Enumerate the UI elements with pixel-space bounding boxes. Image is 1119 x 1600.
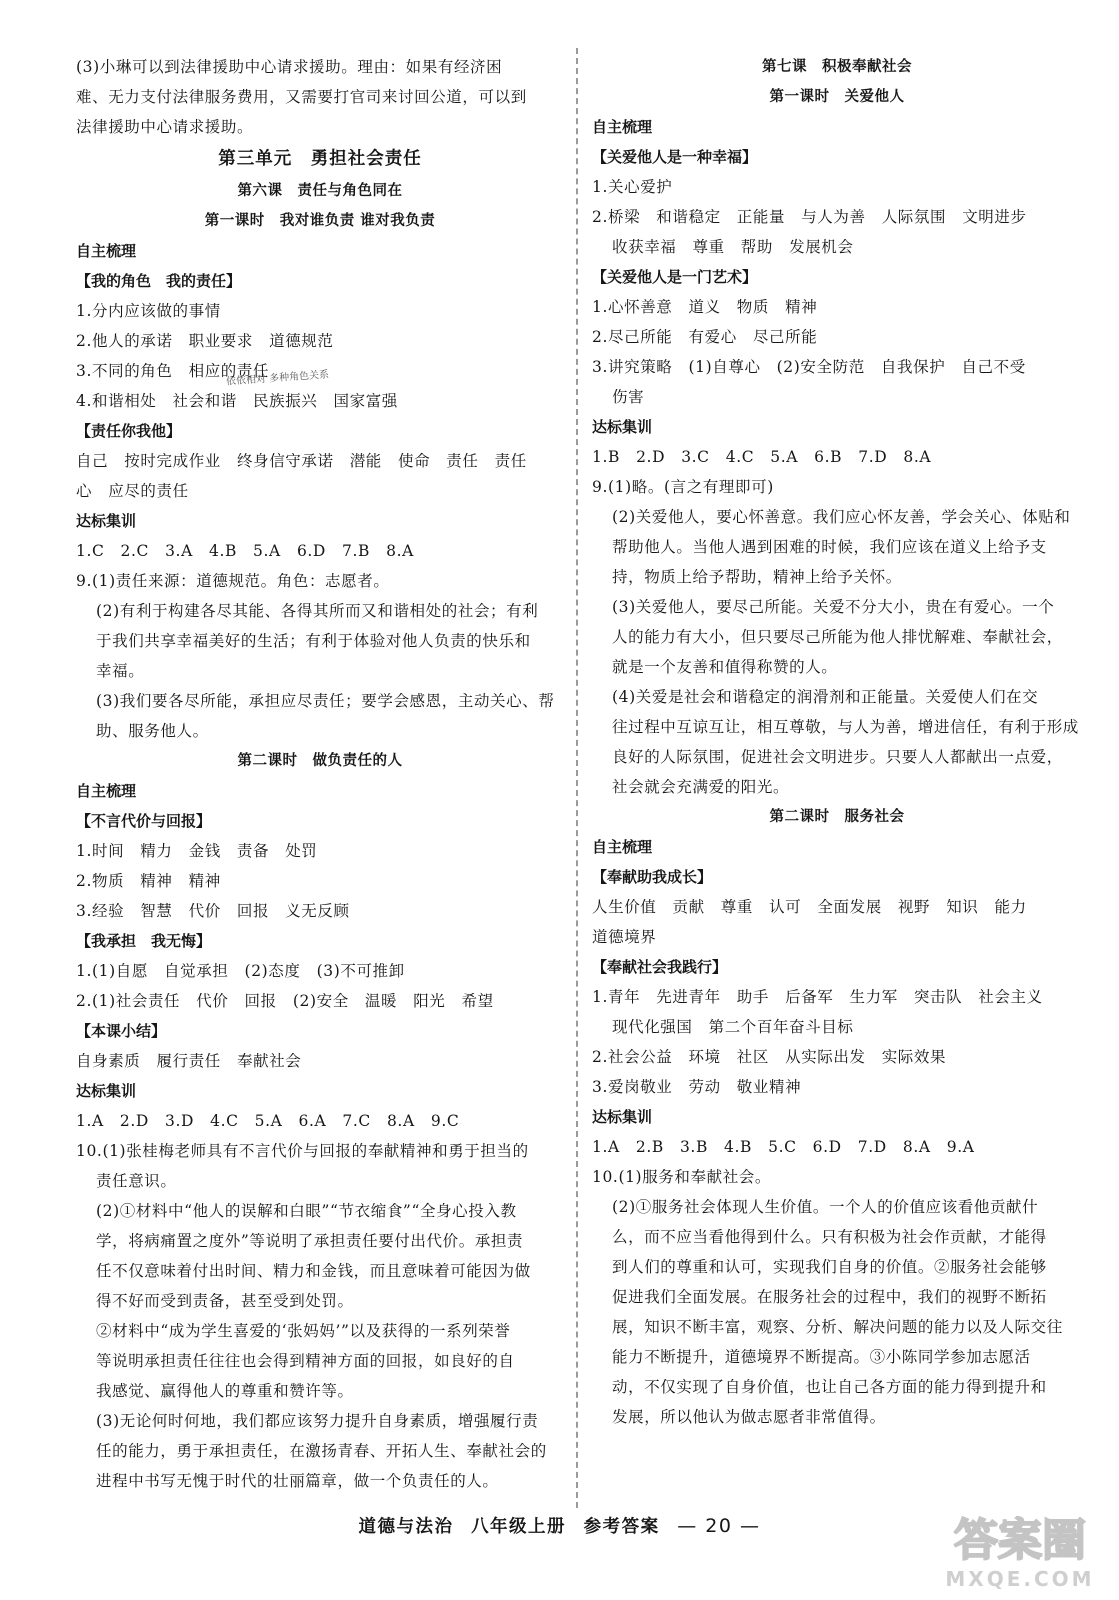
line-row	[592, 472, 1082, 502]
answer-line: 1.(1)自愿 自觉承担 (2)态度 (3)不可推卸	[76, 962, 405, 980]
line-row	[76, 1466, 564, 1496]
answer-line: 我感觉、赢得他人的尊重和赞许等。	[96, 1382, 354, 1400]
answer-line: 1.A 2.B 3.B 4.B 5.C 6.D 7.D 8.A 9.A	[592, 1138, 975, 1156]
answer-line: 帮助他人。当他人遇到困难的时候，我们应该在道义上给予支	[612, 538, 1047, 556]
topic-heading: 【关爱他人是一门艺术】	[592, 268, 758, 286]
line-row	[76, 1136, 564, 1166]
answer-line: 自己 按时完成作业 终身信守承诺 潜能 使命 责任 责任	[76, 452, 527, 470]
answer-line: 就是一个友善和值得称赞的人。	[612, 658, 838, 676]
answer-line: (2)①服务社会体现人生价值。一个人的价值应该看他贡献什	[612, 1198, 1039, 1216]
line-row	[76, 1346, 564, 1376]
line-row	[592, 712, 1082, 742]
line-row	[592, 292, 1082, 322]
column-divider	[576, 48, 578, 1508]
handwritten-note: 依依相对 多种角色关系	[225, 369, 330, 388]
line-row	[592, 502, 1082, 532]
line-row	[76, 896, 564, 926]
line-row	[592, 1102, 1082, 1132]
line-row	[76, 1316, 564, 1346]
footer-grade: 八年级上册	[471, 1517, 567, 1537]
line-row	[592, 172, 1082, 202]
answer-line: 1.关心爱护	[592, 178, 673, 196]
line-row	[76, 326, 564, 356]
line-row	[76, 112, 564, 142]
line-row	[592, 412, 1082, 442]
line-row	[592, 1012, 1082, 1042]
topic-heading: 【不言代价与回报】	[76, 812, 212, 830]
line-row	[592, 52, 1082, 82]
line-row	[76, 1016, 564, 1046]
answer-line: 2.尽己所能 有爱心 尽己所能	[592, 328, 818, 346]
answer-line: 么，而不应当看他得到什么。只有积极为社会作贡献，才能得	[612, 1228, 1047, 1246]
answer-line: 幸福。	[96, 662, 145, 680]
answer-line: 1.B 2.D 3.C 4.C 5.A 6.B 7.D 8.A	[592, 448, 932, 466]
line-row	[76, 1106, 564, 1136]
line-row	[76, 1046, 564, 1076]
line-row	[76, 476, 564, 506]
line-row	[76, 1076, 564, 1106]
line-row	[76, 82, 564, 112]
line-row	[592, 442, 1082, 472]
line-row	[592, 232, 1082, 262]
topic-heading: 【本课小结】	[76, 1022, 167, 1040]
answer-line: 9.(1)略。(言之有理即可)	[592, 478, 774, 496]
section-heading: 达标集训	[592, 1108, 653, 1126]
line-row	[76, 356, 564, 386]
answer-line: 任不仅意味着付出时间、精力和金钱，而且意味着可能因为做	[96, 1262, 531, 1280]
line-row	[76, 52, 564, 82]
answer-line: 3.不同的角色 相应的责任	[76, 362, 270, 380]
line-row	[592, 1042, 1082, 1072]
answer-line: 9.(1)责任来源：道德规范。角色：志愿者。	[76, 572, 390, 590]
answer-line: 1.心怀善意 道义 物质 精神	[592, 298, 818, 316]
line-row	[76, 866, 564, 896]
answer-line: 道德境界	[592, 928, 657, 946]
line-row	[76, 596, 564, 626]
line-row	[592, 562, 1082, 592]
answer-line: 难、无力支付法律服务费用，又需要打官司来讨回公道，可以到	[76, 88, 527, 106]
line-row	[592, 202, 1082, 232]
watermark-url: MXQE.COM	[945, 1567, 1095, 1591]
answer-line: 到人们的尊重和认可，实现我们自身的价值。②服务社会能够	[612, 1258, 1047, 1276]
lesson-title: 第三单元 勇担社会责任	[218, 149, 422, 169]
line-row	[76, 1256, 564, 1286]
line-row	[76, 656, 564, 686]
line-row	[592, 742, 1082, 772]
line-row	[592, 922, 1082, 952]
line-row	[592, 1132, 1082, 1162]
line-row	[76, 926, 564, 956]
line-row	[592, 112, 1082, 142]
line-row	[76, 1376, 564, 1406]
answer-line: 法律援助中心请求援助。	[76, 118, 254, 136]
line-row	[592, 82, 1082, 112]
line-row	[76, 746, 564, 776]
section-heading: 自主梳理	[76, 242, 137, 260]
line-row	[592, 1222, 1082, 1252]
answer-line: 等说明承担责任往往也会得到精神方面的回报，如良好的自	[96, 1352, 515, 1370]
lesson-title: 第六课 责任与角色同在	[237, 183, 403, 199]
line-row	[76, 626, 564, 656]
section-heading: 自主梳理	[592, 118, 653, 136]
line-row	[592, 352, 1082, 382]
line-row	[76, 206, 564, 236]
line-row	[76, 1436, 564, 1466]
watermark-text: 答案圈	[954, 1515, 1086, 1566]
line-row	[76, 446, 564, 476]
line-row	[76, 296, 564, 326]
answer-line: 动，不仅实现了自身价值，也让自己各方面的能力得到提升和	[612, 1378, 1047, 1396]
answer-line: (2)关爱他人，要心怀善意。我们应心怀友善，学会关心、体贴和	[612, 508, 1071, 526]
answer-line: 助、服务他人。	[96, 722, 209, 740]
answer-line: 1.时间 精力 金钱 责备 处罚	[76, 842, 318, 860]
topic-heading: 【奉献社会我践行】	[592, 958, 728, 976]
line-row	[76, 1196, 564, 1226]
line-row	[76, 956, 564, 986]
section-heading: 自主梳理	[592, 838, 653, 856]
line-row	[592, 952, 1082, 982]
left-column	[76, 52, 564, 1496]
line-row	[592, 142, 1082, 172]
line-row	[592, 1072, 1082, 1102]
answer-line: (4)关爱是社会和谐稳定的润滑剂和正能量。关爱使人们在交	[612, 688, 1039, 706]
section-heading: 自主梳理	[76, 782, 137, 800]
answer-line: 学，将病痛置之度外”等说明了承担责任要付出代价。承担责	[96, 1232, 524, 1250]
line-row	[592, 652, 1082, 682]
topic-heading: 【奉献助我成长】	[592, 868, 713, 886]
answer-line: 2.(1)社会责任 代价 回报 (2)安全 温暖 阳光 希望	[76, 992, 494, 1010]
answer-line: 2.他人的承诺 职业要求 道德规范	[76, 332, 334, 350]
answer-line: 10.(1)张桂梅老师具有不言代价与回报的奉献精神和勇于担当的	[76, 1142, 529, 1160]
topic-heading: 【关爱他人是一种幸福】	[592, 148, 758, 166]
answer-line: (3)小琳可以到法律援助中心请求援助。理由：如果有经济困	[76, 58, 503, 76]
answer-line: 人生价值 贡献 尊重 认可 全面发展 视野 知识 能力	[592, 898, 1027, 916]
answer-line: (3)无论何时何地，我们都应该努力提升自身素质，增强履行责	[96, 1412, 539, 1430]
answer-line: 3.经验 智慧 代价 回报 义无反顾	[76, 902, 350, 920]
line-row	[592, 802, 1082, 832]
line-row	[592, 262, 1082, 292]
answer-line: 1.青年 先进青年 助手 后备军 生力军 突击队 社会主义	[592, 988, 1043, 1006]
line-row	[592, 1252, 1082, 1282]
line-row	[592, 982, 1082, 1012]
line-row	[592, 592, 1082, 622]
answer-line: 责任意识。	[96, 1172, 177, 1190]
section-heading: 达标集训	[76, 1082, 137, 1100]
line-row	[76, 1286, 564, 1316]
line-row	[592, 1342, 1082, 1372]
answer-line: 于我们共享幸福美好的生活；有利于体验对他人负责的快乐和	[96, 632, 531, 650]
line-row	[592, 622, 1082, 652]
line-row	[592, 862, 1082, 892]
line-row	[76, 176, 564, 206]
line-row	[592, 1312, 1082, 1342]
line-row	[592, 772, 1082, 802]
answer-line: 1.C 2.C 3.A 4.B 5.A 6.D 7.B 8.A	[76, 542, 414, 560]
answer-line: 往过程中互谅互让，相互尊敬，与人为善，增进信任，有利于形成	[612, 718, 1079, 736]
answer-line: 展，知识不断丰富，观察、分析、解决问题的能力以及人际交往	[612, 1318, 1063, 1336]
line-row	[76, 142, 564, 176]
line-row	[76, 986, 564, 1016]
lesson-title: 第二课时 服务社会	[769, 809, 905, 825]
line-row	[76, 236, 564, 266]
answer-line: 1.分内应该做的事情	[76, 302, 221, 320]
answer-line: 社会就会充满爱的阳光。	[612, 778, 790, 796]
answer-line: 2.社会公益 环境 社区 从实际出发 实际效果	[592, 1048, 947, 1066]
answer-line: 任的能力，勇于承担责任，在激扬青春、开拓人生、奉献社会的	[96, 1442, 547, 1460]
line-row	[592, 382, 1082, 412]
answer-line: 能力不断提升，道德境界不断提高。③小陈同学参加志愿活	[612, 1348, 1031, 1366]
answer-line: 心 应尽的责任	[76, 482, 189, 500]
answer-line: 良好的人际氛围，促进社会文明进步。只要人人都献出一点爱，	[612, 748, 1063, 766]
answer-line: 1.A 2.D 3.D 4.C 5.A 6.A 7.C 8.A 9.C	[76, 1112, 460, 1130]
line-row	[76, 386, 564, 416]
topic-heading: 【责任你我他】	[76, 422, 182, 440]
answer-line: 2.桥梁 和谐稳定 正能量 与人为善 人际氛围 文明进步	[592, 208, 1027, 226]
footer-label: 参考答案	[583, 1517, 660, 1537]
line-row	[592, 1192, 1082, 1222]
section-heading: 达标集训	[76, 512, 137, 530]
answer-line: 3.爱岗敬业 劳动 敬业精神	[592, 1078, 802, 1096]
topic-heading: 【我承担 我无悔】	[76, 932, 212, 950]
line-row	[592, 322, 1082, 352]
answer-line: 3.讲究策略 (1)自尊心 (2)安全防范 自我保护 自己不受	[592, 358, 1026, 376]
line-row	[592, 892, 1082, 922]
answer-line: 发展，所以他认为做志愿者非常值得。	[612, 1408, 886, 1426]
line-row	[76, 566, 564, 596]
answer-line: 自身素质 履行责任 奉献社会	[76, 1052, 302, 1070]
page-number: — 20 —	[677, 1515, 761, 1537]
answer-line: (2)①材料中“他人的误解和白眼”“节衣缩食”“全身心投入教	[96, 1202, 517, 1220]
line-row	[76, 1406, 564, 1436]
answer-line: (3)关爱他人，要尽己所能。关爱不分大小，贵在有爱心。一个	[612, 598, 1055, 616]
line-row	[592, 832, 1082, 862]
answer-line: ②材料中“成为学生喜爱的‘张妈妈’”以及获得的一系列荣誉	[96, 1322, 511, 1340]
answer-line: 得不好而受到责备，甚至受到处罚。	[96, 1292, 354, 1310]
line-row	[592, 1402, 1082, 1432]
lesson-title: 第二课时 做负责任的人	[237, 753, 403, 769]
line-row	[76, 716, 564, 746]
answer-line: 伤害	[612, 388, 645, 406]
watermark-logo	[920, 1500, 1110, 1595]
line-row	[76, 776, 564, 806]
topic-heading: 【我的角色 我的责任】	[76, 272, 242, 290]
answer-line: 收获幸福 尊重 帮助 发展机会	[612, 238, 854, 256]
answer-line: 4.和谐相处 社会和谐 民族振兴 国家富强	[76, 392, 398, 410]
line-row	[76, 806, 564, 836]
answer-line: 进程中书写无愧于时代的壮丽篇章，做一个负责任的人。	[96, 1472, 499, 1490]
line-row	[592, 682, 1082, 712]
line-row	[76, 836, 564, 866]
line-row	[76, 416, 564, 446]
lesson-title: 第一课时 我对谁负责 谁对我负责	[204, 213, 436, 229]
line-row	[76, 1166, 564, 1196]
line-row	[76, 536, 564, 566]
lesson-title: 第一课时 关爱他人	[769, 89, 905, 105]
lesson-title: 第七课 积极奉献社会	[762, 59, 912, 75]
line-row	[76, 506, 564, 536]
answer-line: (2)有利于构建各尽其能、各得其所而又和谐相处的社会；有利	[96, 602, 539, 620]
line-row	[76, 266, 564, 296]
answer-line: 持，物质上给予帮助，精神上给予关怀。	[612, 568, 902, 586]
line-row	[592, 532, 1082, 562]
answer-line: 人的能力有大小，但只要尽己所能为他人排忧解难、奉献社会，	[612, 628, 1063, 646]
line-row	[592, 1372, 1082, 1402]
answer-line: 10.(1)服务和奉献社会。	[592, 1168, 772, 1186]
line-row	[592, 1162, 1082, 1192]
line-row	[592, 1282, 1082, 1312]
section-heading: 达标集训	[592, 418, 653, 436]
line-row	[76, 1226, 564, 1256]
answer-line: 2.物质 精神 精神	[76, 872, 221, 890]
answer-line: 促进我们全面发展。在服务社会的过程中，我们的视野不断拓	[612, 1288, 1047, 1306]
answer-line: (3)我们要各尽所能，承担应尽责任；要学会感恩，主动关心、帮	[96, 692, 555, 710]
answer-line: 现代化强国 第二个百年奋斗目标	[612, 1018, 854, 1036]
right-column	[592, 52, 1082, 1432]
footer-subject: 道德与法治	[358, 1517, 454, 1537]
line-row	[76, 686, 564, 716]
